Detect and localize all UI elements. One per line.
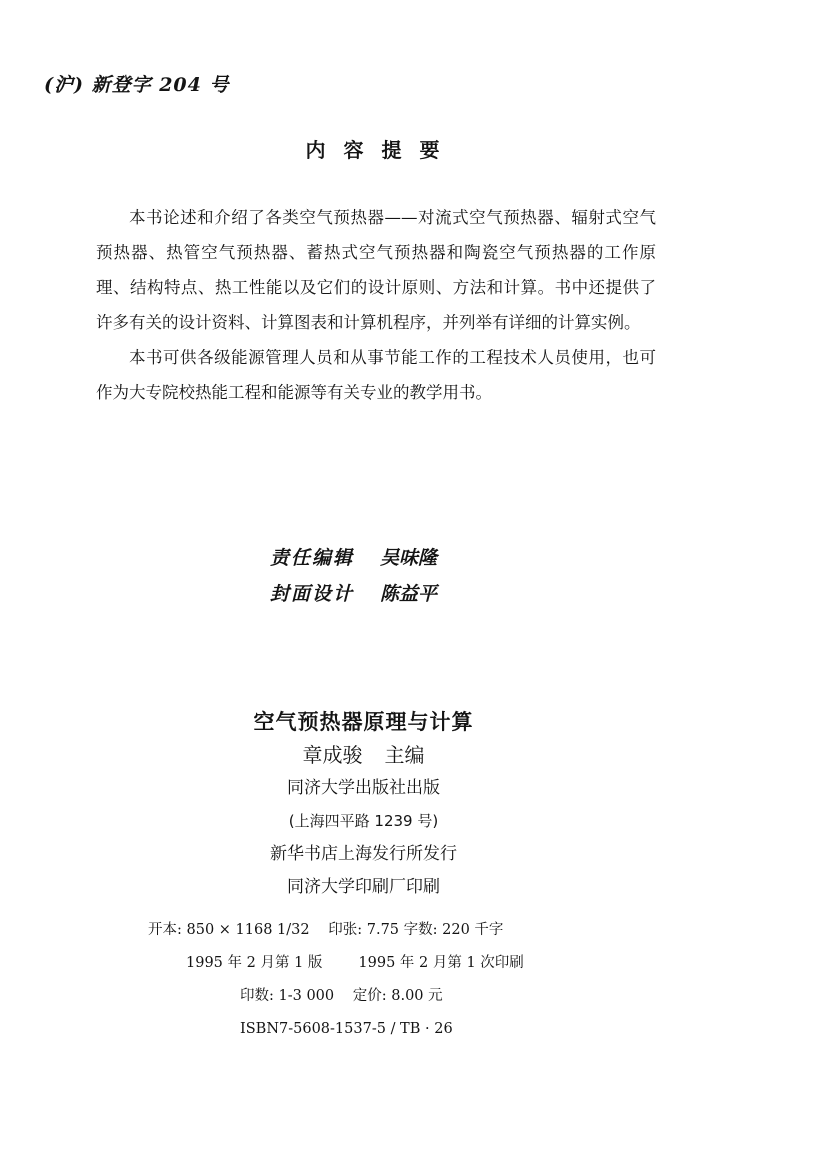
author-role: 主编 [384,743,425,767]
sheets-label: 印张: [328,922,363,938]
printing-text: 1995 年 2 月第 1 次印刷 [358,955,524,971]
credits-block [270,540,437,612]
copies-value: 1-3 000 [278,988,335,1004]
credit-name: 陈益平 [380,583,438,605]
printer-line: 同济大学印刷厂印刷 [287,877,440,897]
summary-paragraph: 本书论述和介绍了各类空气预热器——对流式空气预热器、辐射式空气预热器、热管空气预热器、蓄热式空气预热器和陶瓷空气预热器的工作原理、结构特点、热工性能以及它们的设计原则、方法和计算。书中还提供了许多有关的设计资料、计算图表和计算机程序，并列举有详细的计算实例。 [96,208,656,332]
registration-number: (沪) 新登字 204 号 [44,74,230,96]
credit-role: 封面设计 [270,583,355,605]
copies-label: 印数: [240,988,274,1004]
credit-name: 吴味隆 [380,547,438,569]
imprint-block [100,706,627,904]
author-name: 章成骏 [302,743,363,767]
summary-heading: 内容提要 [305,138,458,162]
edition-text: 1995 年 2 月第 1 版 [186,955,323,971]
publisher-address: (上海四平路 1239 号) [288,812,439,830]
summary-block [96,200,656,410]
words-label: 字数: [403,922,438,938]
author-line [100,739,627,772]
format-label: 开本: [148,922,182,938]
format-value: 850 × 1168 1/32 [186,922,310,938]
distributor-line: 新华书店上海发行所发行 [270,844,457,864]
format-row [130,914,630,947]
price-value: 8.00 元 [391,988,443,1004]
isbn-row: ISBN7-5608-1537-5 / TB · 26 [240,1021,453,1037]
credit-editor [270,540,437,576]
summary-paragraph: 本书可供各级能源管理人员和从事节能工作的工程技术人员使用，也可作为大专院校热能工程和能源等有关专业的教学用书。 [96,348,656,402]
specs-block [130,914,630,1046]
sheets-value: 7.75 [366,922,400,938]
price-label: 定价: [352,988,387,1004]
edition-row [130,947,630,980]
book-title: 空气预热器原理与计算 [253,710,474,734]
words-value: 220 千字 [442,922,504,938]
copies-row [130,980,630,1013]
publisher-line: 同济大学出版社出版 [287,778,440,798]
credit-role: 责任编辑 [270,547,355,569]
credit-cover-design [270,576,437,612]
